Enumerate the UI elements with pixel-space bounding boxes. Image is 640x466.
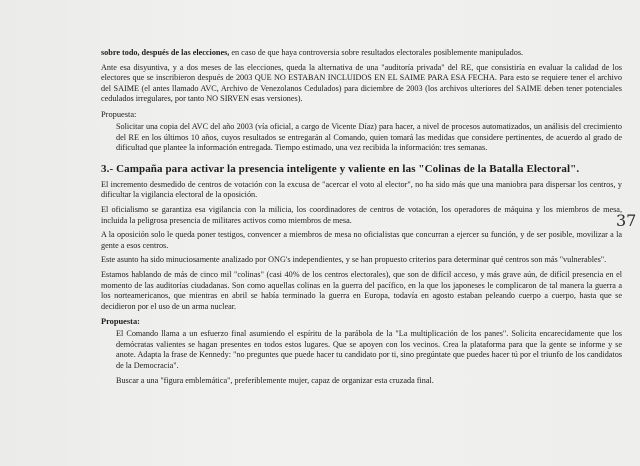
paragraph-centros: El incremento desmedido de centros de votación con la excusa de "acercar el voto al elector", no ha sido más que una maniobra para dispersar los centros, y dificultar la vigilancia electoral de la oposición. — [101, 179, 622, 200]
paragraph-oficialismo: El oficialismo se garantiza esa vigilancia con la milicia, los coordinadores de centros de votación, los operadores de máquina y los miembros de mesa, incluida la peligrosa presencia de militares activos como miembros de mesa. — [101, 204, 622, 225]
propuesta-text-2: El Comando llama a un esfuerzo final asumiendo el espíritu de la parábola de la "La multiplicación de los panes". Solicita encarecidamente que los demócratas valientes se hagan presentes en todos estos lugares. Que se apoyen con los vecinos. Crea la plataforma para que la gente se informe y se anote. Adapta la frase de Kennedy: "no preguntes que puede hacer tu candidato por ti, sino pregúntate que puedes hacer tú por el triunfo de los candidatos de la Democracia". — [116, 329, 622, 371]
propuesta-text-3: Buscar a una "figura emblemática", preferiblemente mujer, capaz de organizar esta cruzada final. — [116, 375, 434, 385]
propuesta-text-1: Solicitar una copia del AVC del año 2003 (vía oficial, a cargo de Vicente Díaz) para hacer, a nivel de procesos automatizados, un análisis del crecimiento del RE en los últimos 10 años, cuyos resultados se entregarán al Comando, quien tomará las medidas que considere pertinentes, de acuerdo al grado de dificultad que plantee la información entregada. Tiempo estimado, una vez recibida la información: tres semanas. — [116, 121, 622, 153]
handwritten-page-number: 37 — [616, 211, 637, 230]
document-body — [101, 48, 622, 390]
intro-paragraph — [101, 48, 622, 59]
propuesta-label-1: Propuesta: — [101, 109, 137, 119]
intro-rest-text: en caso de que haya controversia sobre resultados electorales posiblemente manipulados. — [229, 48, 524, 57]
paragraph-oposicion: A la oposición solo le queda poner testigos, convencer a miembros de mesa no oficialistas que concurran a ejercer su función, y de ser posible, movilizar a la gente a esos centros. — [101, 230, 622, 250]
paragraph-colinas: Estamos hablando de más de cinco mil "colinas" (casi 40% de los centros electorales), que son de difícil acceso, y más grave aún, de difícil presencia en el momento de las auditorías ciudadanas. Son como aquellas colinas en la guerra del pacífico, en la que los japoneses le complicaron de tal manera la guerra a los norteamericanos, que mientras en abril se había terminado la guerra en Europa, todavía en agosto estaban peleando cuerpo a cuerpo, hasta que se decidieron por el uso de un arma nuclear. — [101, 269, 622, 311]
paragraph-ongs: Este asunto ha sido minuciosamente analizado por ONG's independientes, y se han propuesto criterios para determinar qué centros son más "vulnerables". — [101, 255, 607, 265]
section-heading: 3.- Campaña para activar la presencia inteligente y valiente en las "Colinas de la Batalla Electoral". — [101, 162, 580, 175]
propuesta-label-2: Propuesta: — [101, 317, 140, 327]
dilemma-paragraph: Ante esa disyuntiva, y a dos meses de las elecciones, queda la alternativa de una "auditoría privada" del RE, que consistiría en evaluar la calidad de los electores que se inscribieron después de 2003 QUE NO ESTABAN INCLUIDOS EN EL SAIME PARA ESA FECHA. Para esto se requiere tener el archivo del SAIME (el antes llamado AVC, Archivo de Venezolanos Cedulados) para diciembre de 2003 (los archivos ulteriores del SAIME deben tener potenciales cedulados irregulares, por tanto NO SIRVEN esas versiones). — [101, 62, 622, 104]
intro-bold-text: sobre todo, después de las elecciones, — [101, 48, 230, 57]
